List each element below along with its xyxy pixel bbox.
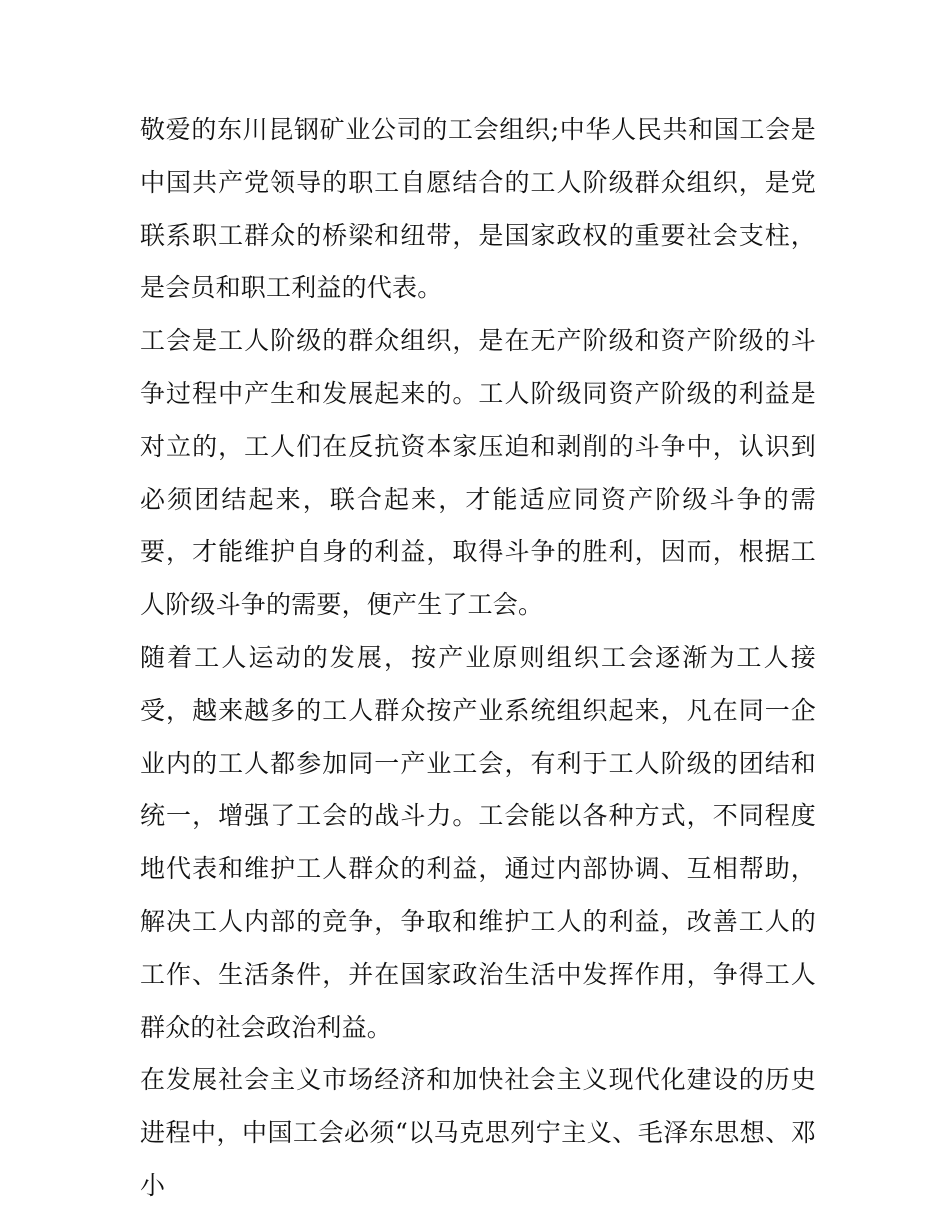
paragraph-3: 随着工人运动的发展，按产业原则组织工会逐渐为工人接受，越来越多的工人群众按产业系统组织起来，凡在同一企业内的工人都参加同一产业工会，有利于工人阶级的团结和统一，增强了工会的战斗力。工会能以各种方式，不同程度地代表和维护工人群众的利益，通过内部协调、互相帮助，解决工人内部的竞争，争取和维护工人的利益，改善工人的工作、生活条件，并在国家政治生活中发挥作用，争得工人群众的社会政治利益。 [140,642,816,1042]
paragraph-4: 在发展社会主义市场经济和加快社会主义现代化建设的历史进程中，中国工会必须“以马克思列宁主义、毛泽东思想、邓小 [140,1065,816,1200]
document-body [140,104,816,1213]
paragraph-2: 工会是工人阶级的群众组织，是在无产阶级和资产阶级的斗争过程中产生和发展起来的。工人阶级同资产阶级的利益是对立的，工人们在反抗资本家压迫和剥削的斗争中，认识到必须团结起来，联合起来，才能适应同资产阶级斗争的需要，才能维护自身的利益，取得斗争的胜利，因而，根据工人阶级斗争的需要，便产生了工会。 [140,326,816,620]
paragraph-1: 敬爱的东川昆钢矿业公司的工会组织;中华人民共和国工会是中国共产党领导的职工自愿结合的工人阶级群众组织，是党联系职工群众的桥梁和纽带，是国家政权的重要社会支柱，是会员和职工利益的代表。 [140,115,816,303]
